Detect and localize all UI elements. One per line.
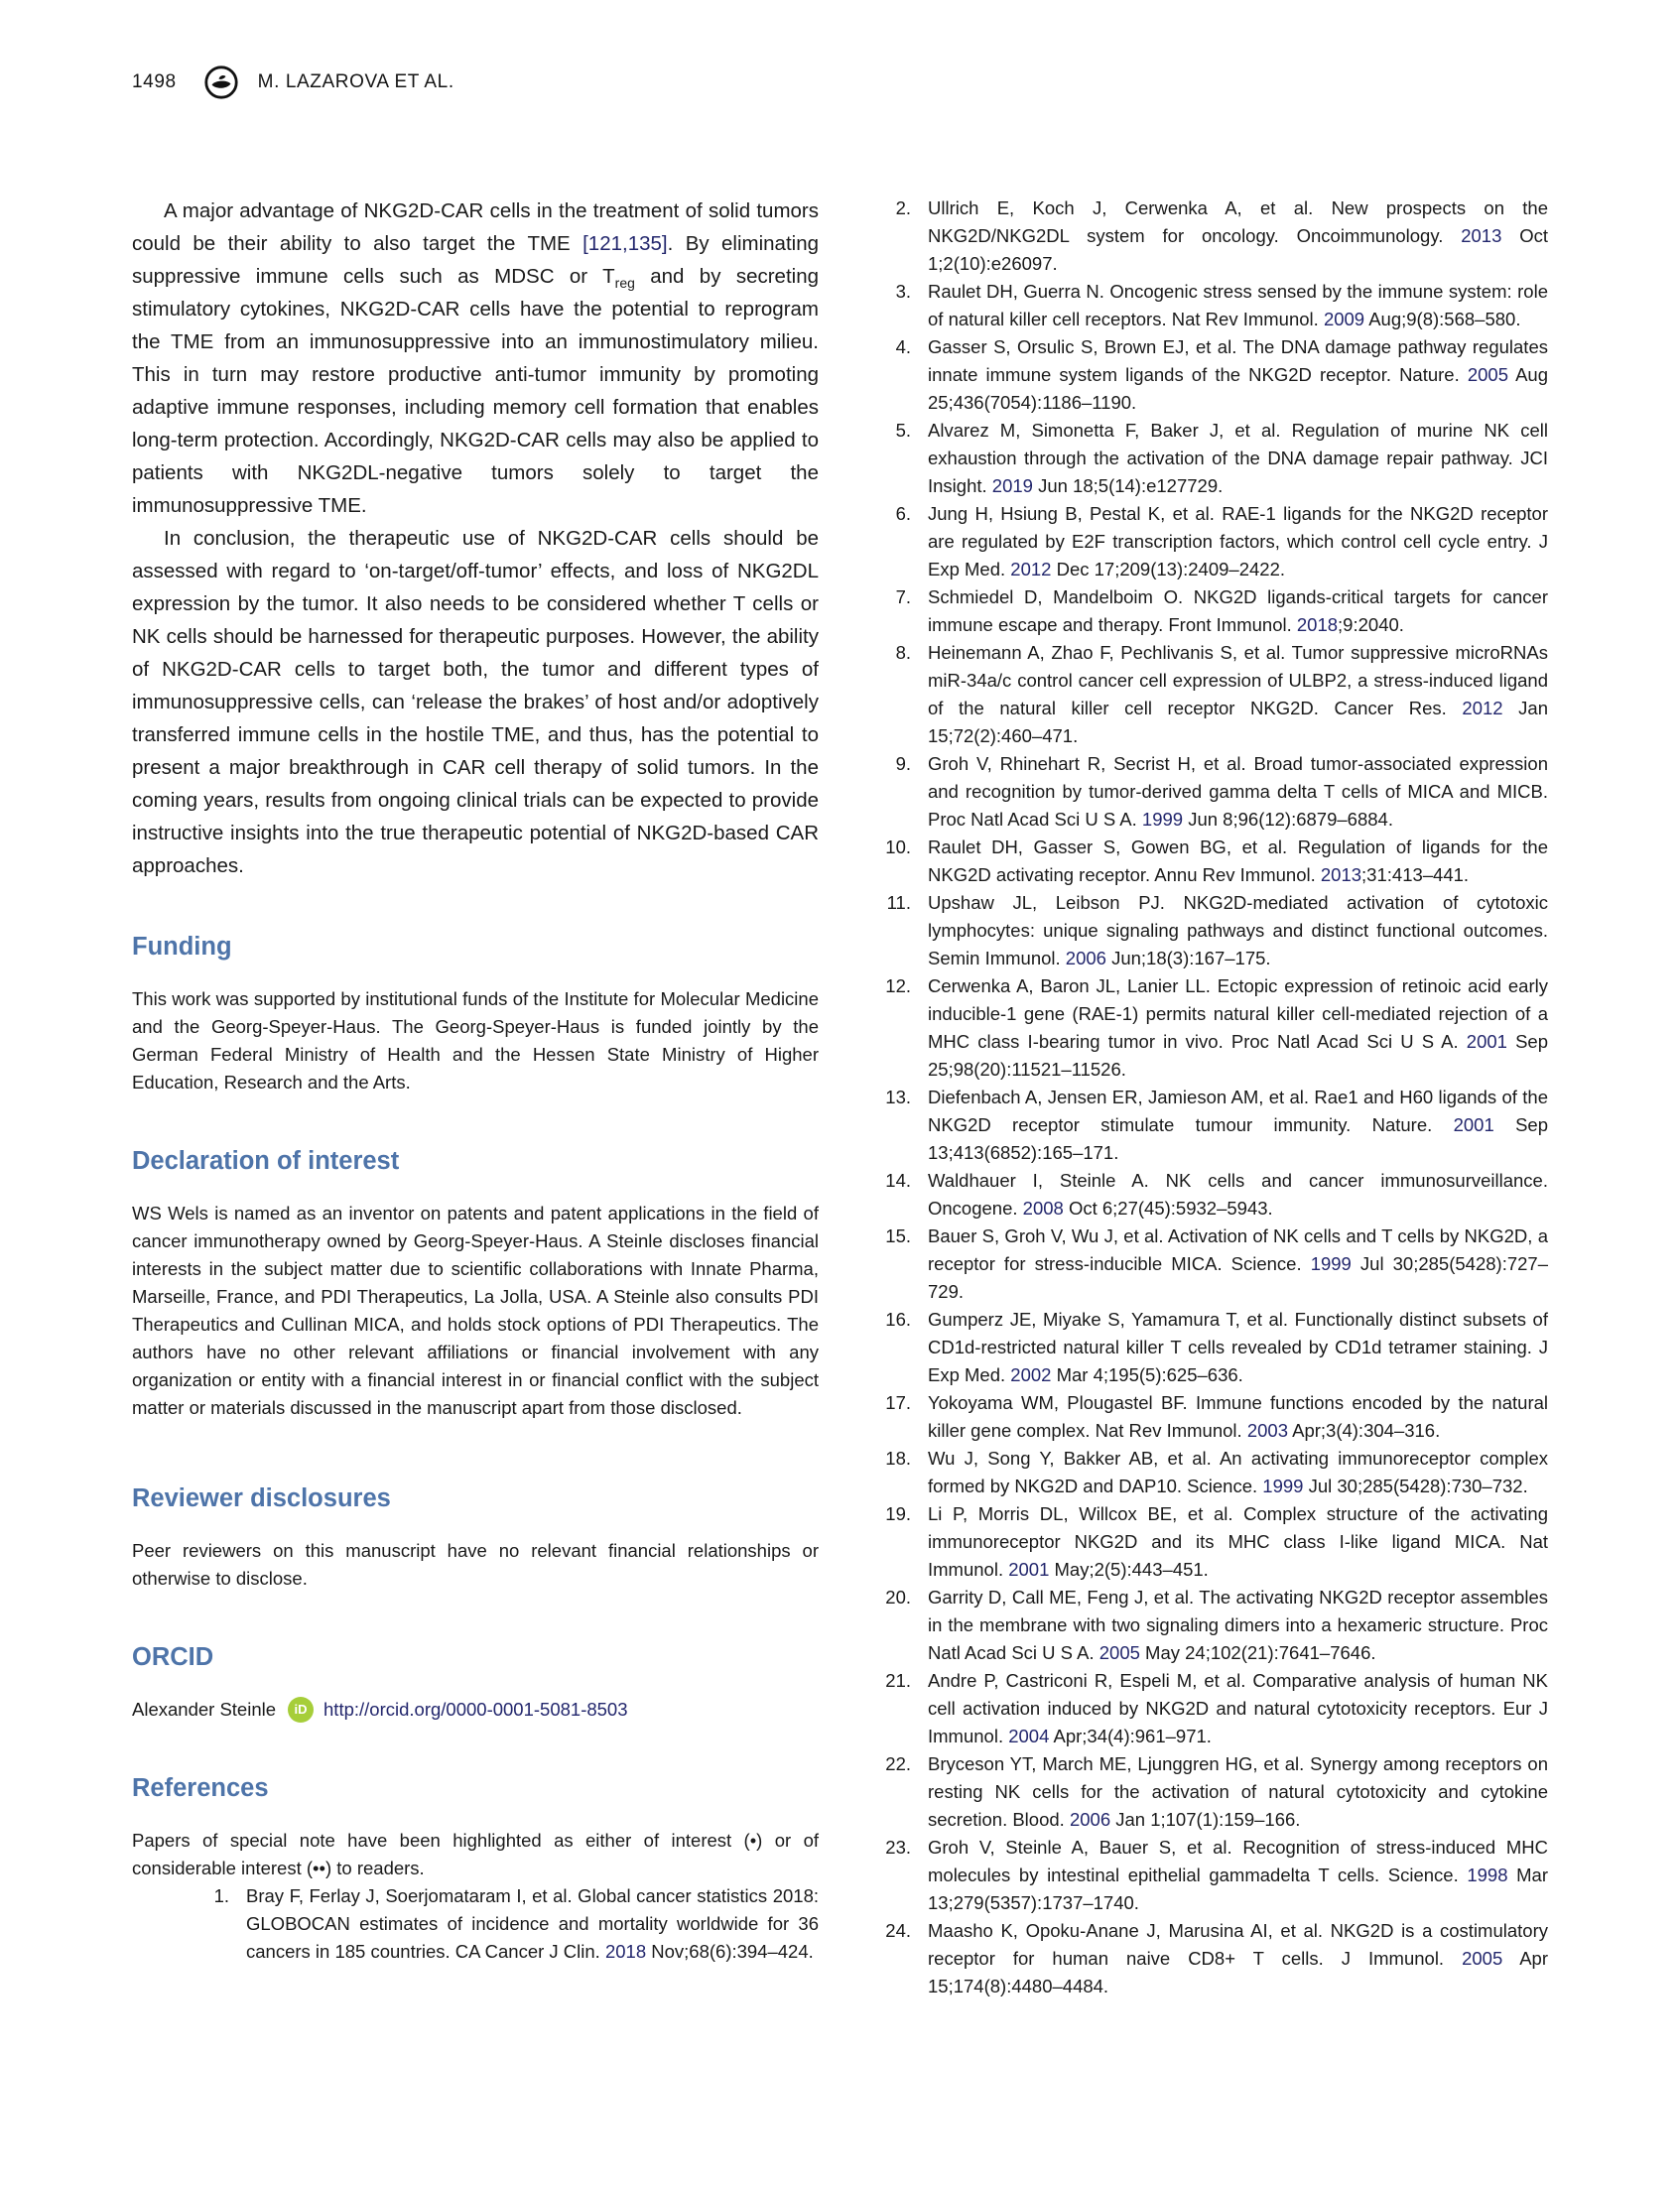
reference-item (861, 1167, 1548, 1223)
citation-link[interactable]: 1999 (1262, 1476, 1304, 1496)
text-segment: Li P, Morris DL, Willcox BE, et al. Complex structure of the activating immunoreceptor NKG2D and its MHC class I-like ligand MICA. Nat Immunol. (928, 1503, 1548, 1580)
text-segment: Diefenbach A, Jensen ER, Jamieson AM, et al. Rae1 and H60 ligands of the NKG2D receptor stimulate tumour immunity. Nature. (928, 1087, 1548, 1135)
citation-link[interactable]: 2018 (1296, 614, 1339, 635)
reference-number: 20. (885, 1587, 911, 1608)
funding-text: This work was supported by institutional funds of the Institute for Molecular Medicine and the Georg-Speyer-Haus. The Georg-Speyer-Haus is funded jointly by the German Federal Ministry of Health and the Hessen State Ministry of Higher Education, Research and the Arts. (132, 988, 819, 1093)
left-column (132, 194, 819, 2000)
text-segment: Gumperz JE, Miyake S, Yamamura T, et al. Functionally distinct subsets of CD1d-restricted natural killer T cells revealed by CD1d tetramer staining. J Exp Med. (928, 1309, 1548, 1385)
orcid-link[interactable]: http://orcid.org/0000-0001-5081-8503 (323, 1699, 628, 1720)
two-column-body (132, 194, 1548, 2000)
reference-number: 5. (895, 420, 911, 441)
reference-item (132, 1882, 819, 1966)
text-segment: Groh V, Steinle A, Bauer S, et al. Recognition of stress-induced MHC molecules by intestinal epithelial gammadelta T cells. Science. (928, 1837, 1548, 1885)
reference-text (928, 1587, 1548, 1663)
citation-link[interactable]: 2012 (1462, 698, 1503, 718)
citation-link[interactable]: [121,135] (582, 232, 668, 255)
reference-text (928, 1837, 1548, 1913)
references-heading: References (132, 1774, 269, 1802)
page-header (132, 64, 454, 101)
text-segment: Waldhauer I, Steinle A. NK cells and cancer immunosurveillance. Oncogene. (928, 1170, 1548, 1219)
text-segment: Wu J, Song Y, Bakker AB, et al. An activating immunoreceptor complex formed by NKG2D and DAP10. Science. (928, 1448, 1548, 1496)
text-segment: Raulet DH, Gasser S, Gowen BG, et al. Regulation of ligands for the NKG2D activating receptor. Annu Rev Immunol. (928, 837, 1548, 885)
text-segment: Dec 17;209(13):2409–2422. (1051, 559, 1285, 579)
reference-text (928, 1309, 1548, 1385)
reference-item (861, 639, 1548, 750)
reference-item (861, 1306, 1548, 1389)
citation-link[interactable]: 2001 (1453, 1114, 1494, 1135)
text-segment: Groh V, Rhinehart R, Secrist H, et al. Broad tumor-associated expression and recognition by tumor-derived gamma delta T cells of MICA and MICB. Proc Natl Acad Sci U S A. (928, 753, 1548, 830)
reference-text (246, 1885, 819, 1962)
reference-text (928, 1225, 1548, 1302)
reference-text (928, 837, 1548, 885)
reference-item (861, 889, 1548, 972)
text-segment: Bauer S, Groh V, Wu J, et al. Activation of NK cells and T cells by NKG2D, a receptor for stress-inducible MICA. Science. (928, 1225, 1548, 1274)
text-segment: Yokoyama WM, Plougastel BF. Immune functions encoded by the natural killer gene complex. Nat Rev Immunol. (928, 1392, 1548, 1441)
reference-text (928, 975, 1548, 1080)
text-segment: A major advantage of NKG2D-CAR cells in the treatment of solid tumors could be their ability to also target the TME (132, 199, 819, 255)
citation-link[interactable]: 2019 (991, 475, 1033, 496)
reference-text (928, 1753, 1548, 1830)
text-segment: May;2(5):443–451. (1049, 1559, 1209, 1580)
reference-number: 21. (885, 1670, 911, 1691)
orcid-author-name: Alexander Steinle (132, 1699, 277, 1720)
citation-link[interactable]: 2004 (1008, 1726, 1050, 1746)
reference-text (928, 1170, 1548, 1219)
citation-link[interactable]: 2009 (1323, 309, 1365, 329)
text-segment: ;9:2040. (1338, 614, 1404, 635)
running-head: M. LAZAROVA ET AL. (257, 71, 454, 92)
reviewer-disclosures-heading: Reviewer disclosures (132, 1484, 391, 1512)
reference-text (928, 420, 1548, 496)
text-segment: Apr 15;174(8):4480–4484. (928, 1948, 1548, 1996)
reviewer-disclosures-text: Peer reviewers on this manuscript have no relevant financial relationships or otherwise to disclose. (132, 1540, 819, 1589)
reference-number: 18. (885, 1448, 911, 1469)
reference-item (861, 1500, 1548, 1584)
reference-text (928, 1503, 1548, 1580)
text-segment: Raulet DH, Guerra N. Oncogenic stress sensed by the immune system: role of natural killer cell receptors. Nat Rev Immunol. (928, 281, 1548, 329)
text-segment: May 24;102(21):7641–7646. (1139, 1642, 1376, 1663)
text-segment: Jan 1;107(1):159–166. (1110, 1809, 1301, 1830)
reference-number: 12. (885, 975, 911, 996)
declaration-text: WS Wels is named as an inventor on patents and patent applications in the field of cancer immunotherapy owned by Georg-Speyer-Haus. A Steinle discloses financial interests in the subject matter due to scientific collaborations with Innate Pharma, Marseille, France, and PDI Therapeutics, La Jolla, USA. A Steinle also consults PDI Therapeutics and Cullinan MICA, and holds stock options of PDI Therapeutics. The authors have no other relevant affiliations or financial involvement with any organization or entity with a financial interest in or financial conflict with the subject matter or materials discussed in the manuscript apart from those disclosed. (132, 1203, 819, 1418)
reference-text (928, 753, 1548, 830)
reference-item (861, 1584, 1548, 1667)
citation-link[interactable]: 2012 (1010, 559, 1052, 579)
reference-number: 7. (895, 586, 911, 607)
text-segment: Bray F, Ferlay J, Soerjomataram I, et al. Global cancer statistics 2018: GLOBOCAN estimates of incidence and mortality worldwide for 36 cancers in 185 countries. CA Cancer J Clin. (246, 1885, 819, 1962)
text-segment: Bryceson YT, March ME, Ljunggren HG, et al. Synergy among receptors on resting NK cells for the activation of natural cytotoxicity and cytokine secretion. Blood. (928, 1753, 1548, 1830)
reference-item (861, 834, 1548, 889)
text-segment: ;31:413–441. (1361, 864, 1470, 885)
reference-text (928, 642, 1548, 746)
text-segment: Ullrich E, Koch J, Cerwenka A, et al. New prospects on the NKG2D/NKG2DL system for oncology. Oncoimmunology. (928, 197, 1548, 246)
text-segment: Jan 15;72(2):460–471. (928, 698, 1548, 746)
reference-number: 19. (885, 1503, 911, 1524)
reference-text (928, 892, 1548, 968)
text-segment: Jun;18(3):167–175. (1105, 948, 1271, 968)
text-segment: Jung H, Hsiung B, Pestal K, et al. RAE-1 ligands for the NKG2D receptor are regulated by E2F transcription factors, which control cell cycle entry. J Exp Med. (928, 503, 1548, 579)
reference-number: 4. (895, 336, 911, 357)
text-segment: Jul 30;285(5428):730–732. (1303, 1476, 1528, 1496)
reference-item (861, 750, 1548, 834)
text-segment: Jul 30;285(5428):727–729. (928, 1253, 1548, 1302)
citation-link[interactable]: 1998 (1467, 1865, 1508, 1885)
reference-text (928, 1670, 1548, 1746)
citation-link[interactable]: 1999 (1141, 809, 1184, 830)
reference-text (928, 197, 1548, 274)
body-paragraph (132, 522, 819, 882)
reference-text (928, 1448, 1548, 1496)
citation-link[interactable]: 2008 (1022, 1198, 1064, 1219)
text-segment: . By eliminating suppressive immune cells such as MDSC or T (132, 232, 819, 288)
reference-text (928, 281, 1548, 329)
reference-text (928, 1920, 1548, 1996)
text-segment: Jun 18;5(14):e127729. (1032, 475, 1224, 496)
text-segment: Heinemann A, Zhao F, Pechlivanis S, et al. Tumor suppressive microRNAs miR-34a/c control cancer cell expression of ULBP2, a stress-induced ligand of the natural killer cell receptor NKG2D. Cancer Res. (928, 642, 1548, 718)
reference-number: 10. (885, 837, 911, 857)
reference-number: 17. (885, 1392, 911, 1413)
citation-link[interactable]: 2005 (1467, 364, 1508, 385)
reference-number: 22. (885, 1753, 911, 1774)
reference-item (861, 1445, 1548, 1500)
citation-link[interactable]: 2005 (1462, 1948, 1503, 1969)
orcid-entry (132, 1696, 819, 1724)
reference-item (861, 583, 1548, 639)
reference-item (861, 1084, 1548, 1167)
references-note: Papers of special note have been highlighted as either of interest (•) or of considerable interest (••) to readers. (132, 1830, 819, 1878)
text-segment: Aug;9(8):568–580. (1364, 309, 1521, 329)
reference-item (861, 1917, 1548, 2000)
reference-number: 16. (885, 1309, 911, 1330)
reference-number: 15. (885, 1225, 911, 1246)
reference-item (861, 1834, 1548, 1917)
text-segment: Apr;34(4):961–971. (1049, 1726, 1212, 1746)
reference-number: 14. (885, 1170, 911, 1191)
reference-item (861, 500, 1548, 583)
reference-item (861, 1389, 1548, 1445)
text-segment: Andre P, Castriconi R, Espeli M, et al. Comparative analysis of human NK cell activation induced by NKG2D and natural cytotoxicity receptors. Eur J Immunol. (928, 1670, 1548, 1746)
orcid-heading: ORCID (132, 1643, 214, 1671)
text-segment: Jun 8;96(12):6879–6884. (1183, 809, 1393, 830)
reference-number: 1. (213, 1885, 229, 1906)
reference-number: 8. (895, 642, 911, 663)
reference-item (861, 1750, 1548, 1834)
citation-link[interactable]: 2005 (1098, 1642, 1140, 1663)
reference-text (928, 586, 1548, 635)
subscript-text: reg (614, 275, 635, 292)
reference-number: 13. (885, 1087, 911, 1107)
text-segment: and by secreting stimulatory cytokines, NKG2D-CAR cells have the potential to reprogram the TME from an immunosuppressive into an immunostimulatory milieu. This in turn may restore productive anti-tumor immunity by promoting adaptive immune responses, including memory cell formation that enables long-term protection. Accordingly, NKG2D-CAR cells may also be applied to patients with NKG2DL-negative tumors solely to target the immunosuppressive TME. (132, 265, 820, 517)
reference-number: 11. (886, 892, 911, 913)
reference-item (861, 278, 1548, 333)
text-segment: Apr;3(4):304–316. (1287, 1420, 1441, 1441)
text-segment: In conclusion, the therapeutic use of NKG2D-CAR cells should be assessed with regard to ‘on-target/off-tumor’ effects, and loss of NKG2DL expression by the tumor. It also needs to be considered whether T cells or NK cells should be harnessed for therapeutic purposes. However, the ability of NKG2D-CAR cells to target both, the tumor and different types of immunosuppressive cells, can ‘release the brakes’ of host and/or adoptively transferred immune cells in the hostile TME, and thus, has the potential to present a major breakthrough in CAR cell therapy of solid tumors. In the coming years, results from ongoing clinical trials can be expected to provide instructive insights into the true therapeutic potential of NKG2D-based CAR approaches. (132, 527, 819, 877)
text-segment: Gasser S, Orsulic S, Brown EJ, et al. The DNA damage pathway regulates innate immune system ligands of the NKG2D receptor. Nature. (928, 336, 1548, 385)
citation-link[interactable]: 1999 (1310, 1253, 1352, 1274)
orcid-icon: iD (288, 1697, 314, 1723)
citation-link[interactable]: 2013 (1461, 225, 1502, 246)
reference-number: 2. (895, 197, 911, 218)
reference-number: 3. (895, 281, 911, 302)
reference-item (861, 333, 1548, 417)
reference-text (928, 336, 1548, 413)
text-segment: Sep 13;413(6852):165–171. (928, 1114, 1548, 1163)
citation-link[interactable]: 2001 (1466, 1031, 1507, 1052)
references-list-right (861, 194, 1548, 2000)
right-column (861, 194, 1548, 2000)
citation-link[interactable]: 2006 (1069, 1809, 1111, 1830)
text-segment: Maasho K, Opoku-Anane J, Marusina AI, et al. NKG2D is a costimulatory receptor for human naive CD8+ T cells. J Immunol. (928, 1920, 1548, 1969)
funding-heading: Funding (132, 933, 232, 961)
citation-link[interactable]: 2018 (604, 1941, 647, 1962)
text-segment: Mar 13;279(5357):1737–1740. (928, 1865, 1548, 1913)
reference-text (928, 1392, 1548, 1441)
citation-link[interactable]: 2002 (1010, 1364, 1052, 1385)
text-segment: Upshaw JL, Leibson PJ. NKG2D-mediated activation of cytotoxic lymphocytes: unique signaling pathways and distinct functional outcomes. Semin Immunol. (928, 892, 1548, 968)
reference-item (861, 972, 1548, 1084)
declaration-heading: Declaration of interest (132, 1147, 400, 1175)
citation-link[interactable]: 2001 (1008, 1559, 1050, 1580)
text-segment: Aug 25;436(7054):1186–1190. (928, 364, 1548, 413)
reference-item (861, 417, 1548, 500)
reference-text (928, 1087, 1548, 1163)
text-segment: Garrity D, Call ME, Feng J, et al. The activating NKG2D receptor assembles in the membrane with two signaling dimers into a hexameric structure. Proc Natl Acad Sci U S A. (928, 1587, 1548, 1663)
reference-number: 6. (895, 503, 911, 524)
reference-number: 9. (895, 753, 911, 774)
citation-link[interactable]: 2006 (1065, 948, 1106, 968)
reference-number: 24. (885, 1920, 911, 1941)
text-segment: Schmiedel D, Mandelboim O. NKG2D ligands-critical targets for cancer immune escape and therapy. Front Immunol. (928, 586, 1548, 635)
page-number: 1498 (132, 71, 177, 92)
taylor-francis-logo-icon (202, 64, 240, 101)
text-segment: Cerwenka A, Baron JL, Lanier LL. Ectopic expression of retinoic acid early inducible-1 gene (RAE-1) permits natural killer cell-mediated rejection of a MHC class I-bearing tumor in vivo. Proc Natl Acad Sci U S A. (928, 975, 1548, 1052)
reference-item (861, 1667, 1548, 1750)
body-paragraph (132, 194, 819, 522)
reference-text (928, 503, 1548, 579)
text-segment: Oct 6;27(45):5932–5943. (1063, 1198, 1273, 1219)
reference-number: 23. (885, 1837, 911, 1858)
citation-link[interactable]: 2013 (1320, 864, 1362, 885)
text-segment: Alvarez M, Simonetta F, Baker J, et al. Regulation of murine NK cell exhaustion through the activation of the DNA damage repair pathway. JCI Insight. (928, 420, 1548, 496)
reference-item (861, 194, 1548, 278)
references-list-left (132, 1882, 819, 1966)
text-segment: Mar 4;195(5):625–636. (1051, 1364, 1243, 1385)
citation-link[interactable]: 2003 (1246, 1420, 1288, 1441)
text-segment: Oct 1;2(10):e26097. (928, 225, 1549, 274)
reference-item (861, 1223, 1548, 1306)
text-segment: Nov;68(6):394–424. (646, 1941, 814, 1962)
text-segment: Sep 25;98(20):11521–11526. (928, 1031, 1548, 1080)
